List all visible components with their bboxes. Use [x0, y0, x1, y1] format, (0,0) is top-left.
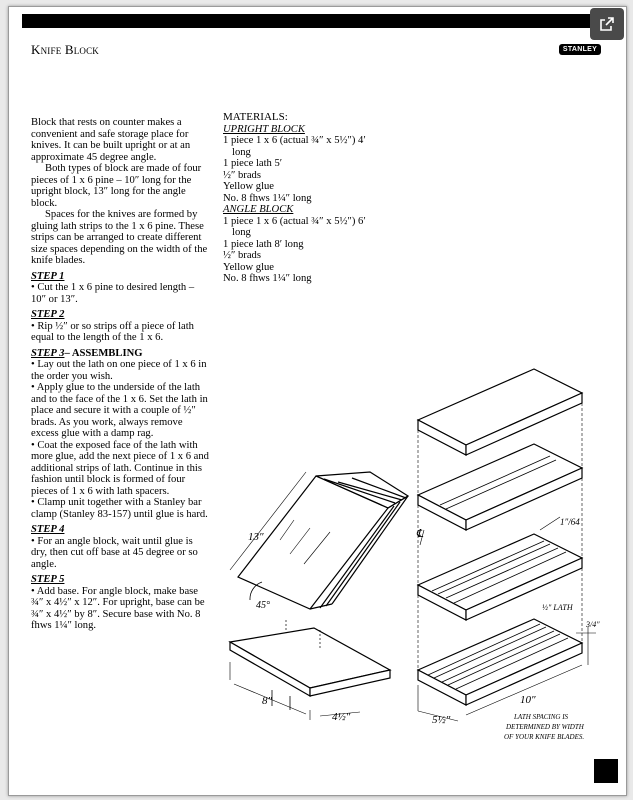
intro-paragraph: Block that rests on counter makes a convenient and safe storage place for knives. It can be built upright or at an approximate 45 degree angle. [31, 117, 191, 163]
intro-paragraph: Both types of block are made of four pieces of 1 x 6 pine – 10″ long for the upright block, 13″ long for the angle block. [31, 163, 202, 209]
upright-block-drawing [410, 365, 610, 755]
block-width-label: 5½″ [432, 714, 451, 726]
step-1-text: • Cut the 1 x 6 pine to desired length – 10″ or 13″. [31, 282, 195, 305]
material-item: ½″ brads [223, 250, 261, 261]
page-title: Knife Block [31, 42, 100, 57]
block-length-label: 10″ [520, 694, 536, 706]
lath-note-line-2: DETERMINED BY WIDTH [506, 723, 584, 731]
angle-length-label: 13″ [248, 531, 264, 543]
step-3-text: • Lay out the lath on one piece of 1 x 6 in the order you wish. [31, 359, 207, 382]
angle-degrees-label: 45° [256, 600, 270, 611]
base-width-label: 4½″ [332, 711, 351, 723]
material-item: 1 piece 1 x 6 (actual ¾″ x 5½″) 6′ long [223, 215, 366, 238]
step-1-title: STEP 1 [31, 270, 65, 282]
lath-gap-label: 1″/64 [560, 517, 580, 527]
step-3-text: • Apply glue to the underside of the lath and to the face of the 1 x 6. Set the lath in place and secure it with a couple of ½″ brads. As you work, always remove excess glue with a damp rag. [31, 382, 208, 439]
step-4-title: STEP 4 [31, 524, 65, 535]
header-rule [22, 14, 616, 28]
step-3-text: • Clamp unit together with a Stanley bar clamp (Stanley 83-157) until glue is hard. [31, 497, 208, 520]
material-item: 1 piece 1 x 6 (actual ¾″ x 5½″) 4′ long [223, 135, 366, 158]
base-length-label: 8″ [262, 695, 273, 707]
step-5-title: STEP 5 [31, 574, 65, 585]
lath-label: ½″ LATH [542, 603, 573, 612]
upright-block-title: UPRIGHT BLOCK [223, 123, 305, 135]
step-3-title: STEP 3– ASSEMBLING [31, 347, 143, 359]
lath-note-line-1: LATH SPACING IS [514, 713, 569, 721]
open-external-button[interactable] [590, 8, 624, 40]
step-2-title: STEP 2 [31, 309, 65, 320]
corner-mark [594, 759, 618, 783]
angle-block-title: ANGLE BLOCK [223, 204, 294, 215]
material-item: 1 piece lath 8′ long [223, 238, 304, 250]
intro-paragraph: Spaces for the knives are formed by gluing lath strips to the 1 x 6 pine. These strips can be arranged to create different size spaces depending on the width of the knife blades. [31, 209, 208, 266]
material-item: No. 8 fhws 1¼″ long [223, 192, 312, 204]
angle-block-drawing [220, 470, 420, 730]
materials-heading: MATERIALS: [223, 111, 288, 123]
instructions-column [31, 117, 211, 632]
step-4-text: • For an angle block, wait until glue is dry, then cut off base at 45 degree or so angle. [31, 535, 198, 570]
step-3-text: • Coat the exposed face of the lath with more glue, add the next piece of 1 x 6 and additional strips of lath. Continue in this fashion until block is formed of four pieces of 1 x 6 with lath spacers. [31, 439, 209, 497]
material-item: ½″ brads [223, 169, 261, 181]
thickness-label: 3/4″ [586, 620, 600, 629]
material-item: No. 8 fhws 1¼″ long [223, 273, 312, 284]
materials-column [223, 112, 383, 285]
material-item: Yellow glue [223, 261, 275, 273]
material-item: Yellow glue [223, 181, 275, 192]
centerline-mark: ℄ [416, 528, 424, 540]
step-2-text: • Rip ½″ or so strips off a piece of lath equal to the length of the 1 x 6. [31, 320, 194, 343]
material-item: 1 piece lath 5′ [223, 158, 283, 169]
lath-note-line-3: OF YOUR KNIFE BLADES. [504, 733, 585, 741]
step-5-text: • Add base. For angle block, make base ¾″ x 4½″ x 12″. For upright, base can be ¾″ x 4½″ by 8″. Secure base with No. 8 fhws 1¼″ long. [31, 585, 205, 631]
external-link-icon [599, 16, 615, 32]
brand-badge: STANLEY [559, 44, 601, 55]
